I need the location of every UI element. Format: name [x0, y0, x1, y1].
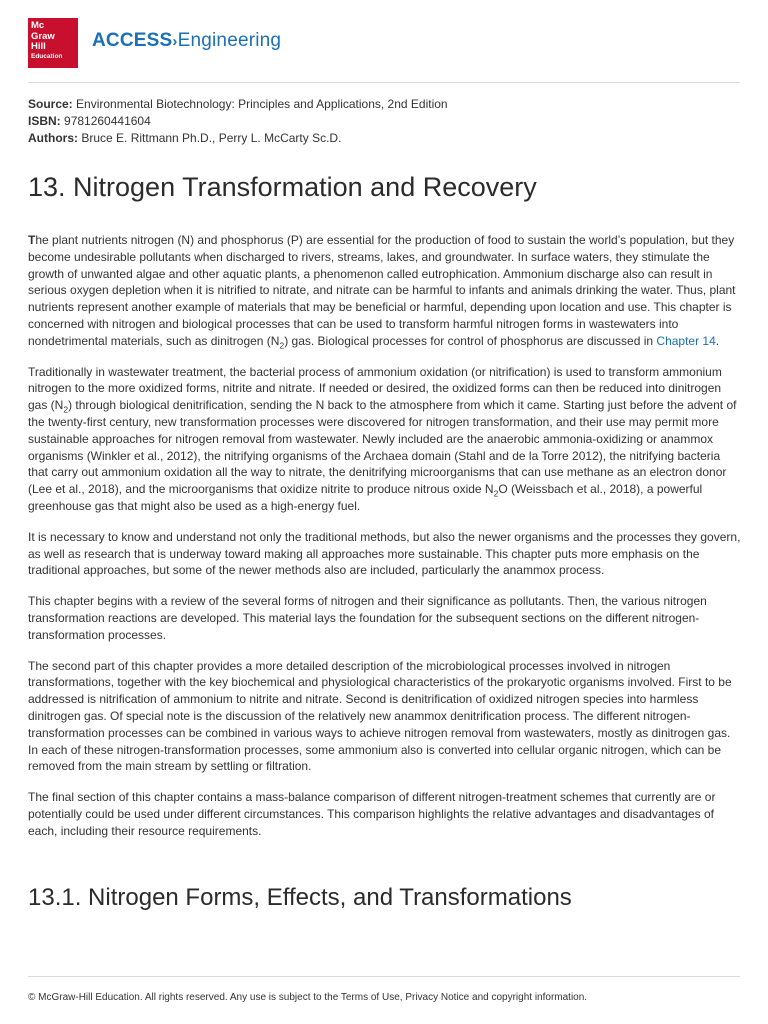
header-divider: [28, 82, 740, 83]
paragraph-4: This chapter begins with a review of the several forms of nitrogen and their significance as pollutants. Then, the various nitrogen transformation reactions are developed. This material lays the foundation for the subsequent sections on the different nitrogen-transformation processes.: [28, 594, 707, 642]
paragraph-1: The plant nutrients nitrogen (N) and phosphorus (P) are essential for the production of food to sustain the world’s population, but they become undesirable pollutants when discharged to rivers, streams, lakes, and groundwater. In surface waters, they stimulate the growth of unwanted algae and other aquatic plants, a phenomenon called eutrophication. Ammonium discharge also can result in serious oxygen depletion when it is nitrified to nitrate, and nitrate can be harmful to infants and animals drinking the water. Thus, plant nutrients represent another example of materials that may be beneficial or harmful, depending upon location and use. This chapter is concerned with nitrogen and biological processes that can be used to transform harmful nitrogen forms in wastewaters into nondetrimental materials, such as dinitrogen $(N_2)$ gas. Biological processes for control of phosphorus are discussed in Chapter 14.: [28, 233, 736, 351]
access-engineering-logo[interactable]: [92, 30, 281, 52]
chapter-14-link[interactable]: Chapter 14: [656, 333, 716, 348]
copyright-footer: © McGraw-Hill Education. All rights reserved. Any use is subject to the Terms of Use, Privacy Notice and copyright information.: [28, 992, 588, 1003]
brand-engineering-text: Engineering: [177, 30, 282, 51]
paragraph-6: The final section of this chapter contains a mass-balance comparison of different nitrogen-treatment schemes that currently are or potentially could be used under different circumstances. This comparison highlights the relative advantages and disadvantages of each, including their resource requirements.: [28, 790, 716, 838]
citation-block: [28, 96, 448, 147]
brand-access-text: ACCESS: [92, 30, 173, 51]
isbn-line: ISBN: 9781260441604: [28, 114, 151, 128]
paragraph-2: Traditionally in wastewater treatment, the bacterial process of ammonium oxidation (or nitrification) is used to transform ammonium nitrogen to the more oxidized forms, nitrite and nitrate. If needed or desired, the oxidized forms can then be reduced into dinitrogen gas $(N_2)$ through biological denitrification, sending the N back to the atmosphere from which it came. Starting just before the advent of the twenty-first century, new transformation processes were discovered for nitrogen transformation, and their use may permit more sustainable approaches for nitrogen removal from wastewater. Newly included are the anaerobic ammonia-oxidizing or anammox organisms (Winkler et al., 2012), the nitrifying organisms of the Archaea domain (Stahl and de la Torre 2012), the nitrifying bacteria that carry out ammonium oxidation all the way to nitrate, the denitrifying microorganisms that can use methane as an electron donor (Lee et al., 2018), and the microorganisms that oxidize nitrite to produce nitrous oxide $N_2O$ (Weissbach et al., 2018), a powerful greenhouse gas that might also be used as a high-energy fuel.: [28, 364, 737, 513]
page-header: [0, 0, 768, 84]
chapter-body: [28, 232, 742, 854]
chapter-title: 13. Nitrogen Transformation and Recovery: [28, 172, 537, 202]
mcgraw-hill-logo[interactable]: Mc Graw Hill Education: [28, 18, 78, 68]
chevron-right-icon: ›: [172, 33, 178, 50]
section-title: 13.1. Nitrogen Forms, Effects, and Transformations: [28, 884, 572, 911]
source-line: Source: Environmental Biotechnology: Principles and Applications, 2nd Edition: [28, 97, 448, 111]
authors-line: Authors: Bruce E. Rittmann Ph.D., Perry L. McCarty Sc.D.: [28, 131, 342, 145]
paragraph-5: The second part of this chapter provides a more detailed description of the microbiological processes involved in nitrogen transformations, together with the key biochemical and physiological characteristics of the prokaryotic organisms involved. First to be addressed is nitrification of ammonium to nitrite and nitrate. Second is denitrification of oxidized nitrogen species into harmless dinitrogen gas. Of special note is the discussion of the relatively new anammox denitrification process. The different nitrogen-transformation processes can be combined in various ways to achieve nitrogen removal from wastewaters, mostly as dinitrogen gas. In each of these nitrogen-transformation processes, some ammonium also is converted into cellular organic nitrogen, which can be removed from the main stream by settling or filtration.: [28, 658, 732, 774]
footer-divider: [28, 976, 740, 977]
paragraph-3: It is necessary to know and understand not only the traditional methods, but also the newer organisms and the processes they govern, as well as research that is underway toward making all approaches more sustainable. This chapter puts more emphasis on the traditional approaches, but some of the newer methods also are included, particularly the anammox process.: [28, 529, 741, 578]
